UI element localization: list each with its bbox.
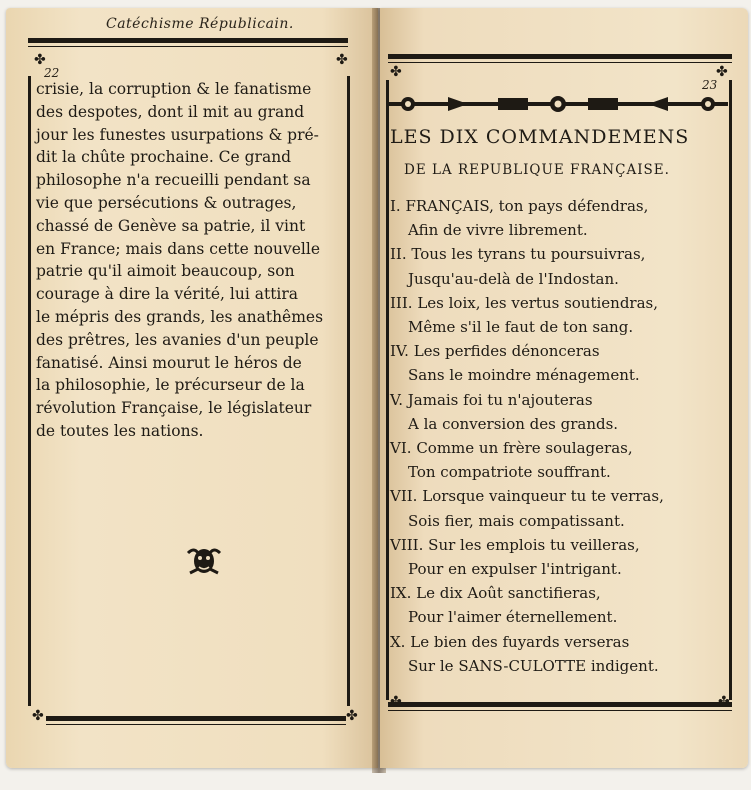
commandment-line: Pour l'aimer éternellement. (408, 608, 618, 627)
text-line: crisie, la corruption & le fanatisme (36, 80, 312, 98)
top-rule (28, 38, 348, 43)
commandment-number: V. (390, 390, 403, 409)
text-line: révolution Française, le législateur (36, 399, 312, 418)
commandment-line: Pour en expulser l'intrigant. (408, 560, 622, 579)
commandment-number: I. (390, 197, 401, 215)
book-spread (6, 8, 748, 776)
right-page (380, 8, 748, 768)
list-item (390, 291, 730, 315)
text-line: courage à dire la vérité, lui attira (36, 285, 299, 304)
corner-ornament-icon: ✤ (34, 52, 46, 68)
text-line: chassé de Genève sa patrie, il vint (36, 216, 306, 235)
top-thin-rule (28, 46, 348, 47)
page-number: 23 (702, 78, 718, 92)
corner-ornament-icon: ✤ (32, 708, 44, 724)
list-item (390, 630, 730, 654)
corner-ornament-icon: ✤ (346, 708, 358, 724)
text-line: des prêtres, les avanies d'un peuple (36, 330, 319, 349)
list-item (390, 436, 730, 460)
page-number: 22 (44, 66, 60, 80)
bottom-thin-rule (46, 724, 346, 725)
list-item (390, 388, 730, 412)
corner-ornament-icon: ✤ (336, 52, 348, 68)
commandment-line: Jusqu'au-delà de l'Indostan. (408, 269, 619, 288)
text-line: le mépris des grands, les anathêmes (36, 307, 324, 326)
commandment-line: Les perfides dénonceras (413, 342, 600, 361)
running-head: Catéchisme Républicain. (106, 16, 294, 32)
commandment-line: Lorsque vainqueur tu te verras, (422, 487, 664, 506)
commandment-number: IV. (390, 342, 409, 361)
commandment-line: Tous les tyrans tu poursuivras, (411, 245, 646, 264)
commandment-line: Même s'il le faut de ton sang. (408, 318, 634, 337)
list-item (390, 581, 730, 605)
list-item (390, 533, 730, 557)
text-line: patrie qu'il aimoit beaucoup, son (36, 262, 295, 281)
list-item (390, 242, 730, 266)
top-thin-rule (388, 62, 732, 63)
text-line: la philosophie, le précurseur de la (36, 376, 305, 395)
commandment-number: VIII. (390, 535, 424, 554)
bottom-rule (46, 716, 346, 721)
commandment-number: IX. (390, 584, 412, 603)
commandment-number: III. (390, 293, 413, 312)
commandments-list (390, 194, 730, 678)
commandment-line: Sur les emplois tu veilleras, (428, 535, 640, 554)
page-subtitle: DE LA REPUBLIQUE FRANÇAISE. (404, 162, 670, 178)
text-line: des despotes, dont il mit au grand (36, 102, 305, 121)
body-text (36, 78, 356, 443)
commandment-line: Le bien des fuyards verseras (410, 632, 630, 651)
corner-ornament-icon: ✤ (390, 694, 402, 710)
commandment-number: VII. (390, 487, 418, 506)
text-line: vie que persécutions & outrages, (36, 193, 297, 212)
commandment-line: Sans le moindre ménagement. (408, 366, 640, 385)
commandment-line: A la conversion des grands. (408, 414, 619, 433)
commandment-line: Sur le SANS-CULOTTE indigent. (408, 656, 659, 675)
headband-ornament-icon (388, 93, 728, 115)
commandment-line: Afin de vivre librement. (408, 221, 588, 240)
list-item (390, 484, 730, 508)
text-line: fanatisé. Ainsi mourut le héros de (36, 353, 302, 372)
bottom-thin-rule (388, 710, 732, 711)
list-item (390, 339, 730, 363)
list-item (390, 194, 730, 218)
commandment-number: II. (390, 245, 407, 264)
text-line: philosophe n'a recueilli pendant sa (36, 171, 311, 190)
commandment-line: FRANÇAIS, ton pays défendras, (405, 197, 649, 215)
page-title: LES DIX COMMANDEMENS (390, 126, 690, 148)
commandment-line: Ton compatriote souffrant. (408, 463, 611, 482)
commandment-number: VI. (390, 439, 412, 458)
corner-ornament-icon: ✤ (716, 64, 728, 80)
corner-ornament-icon: ✤ (718, 694, 730, 710)
bottom-rule (388, 702, 732, 707)
commandment-number: X. (390, 632, 406, 651)
text-line: en France; mais dans cette nouvelle (36, 239, 321, 258)
text-line: jour les funestes usurpations & pré- (36, 125, 319, 144)
commandment-line: Jamais foi tu n'ajouteras (407, 390, 593, 409)
text-line: de toutes les nations. (36, 421, 204, 440)
top-rule (388, 54, 732, 59)
text-line: dit la chûte prochaine. Ce grand (36, 148, 292, 167)
commandment-line: Le dix Août sanctifieras, (416, 584, 601, 603)
left-page (6, 8, 378, 768)
corner-ornament-icon: ✤ (390, 64, 402, 80)
mask-ornament-icon (184, 543, 224, 581)
commandment-line: Comme un frère soulageras, (416, 439, 633, 458)
commandment-line: Les loix, les vertus soutiendras, (417, 293, 659, 312)
commandment-line: Sois fier, mais compatissant. (408, 511, 625, 530)
